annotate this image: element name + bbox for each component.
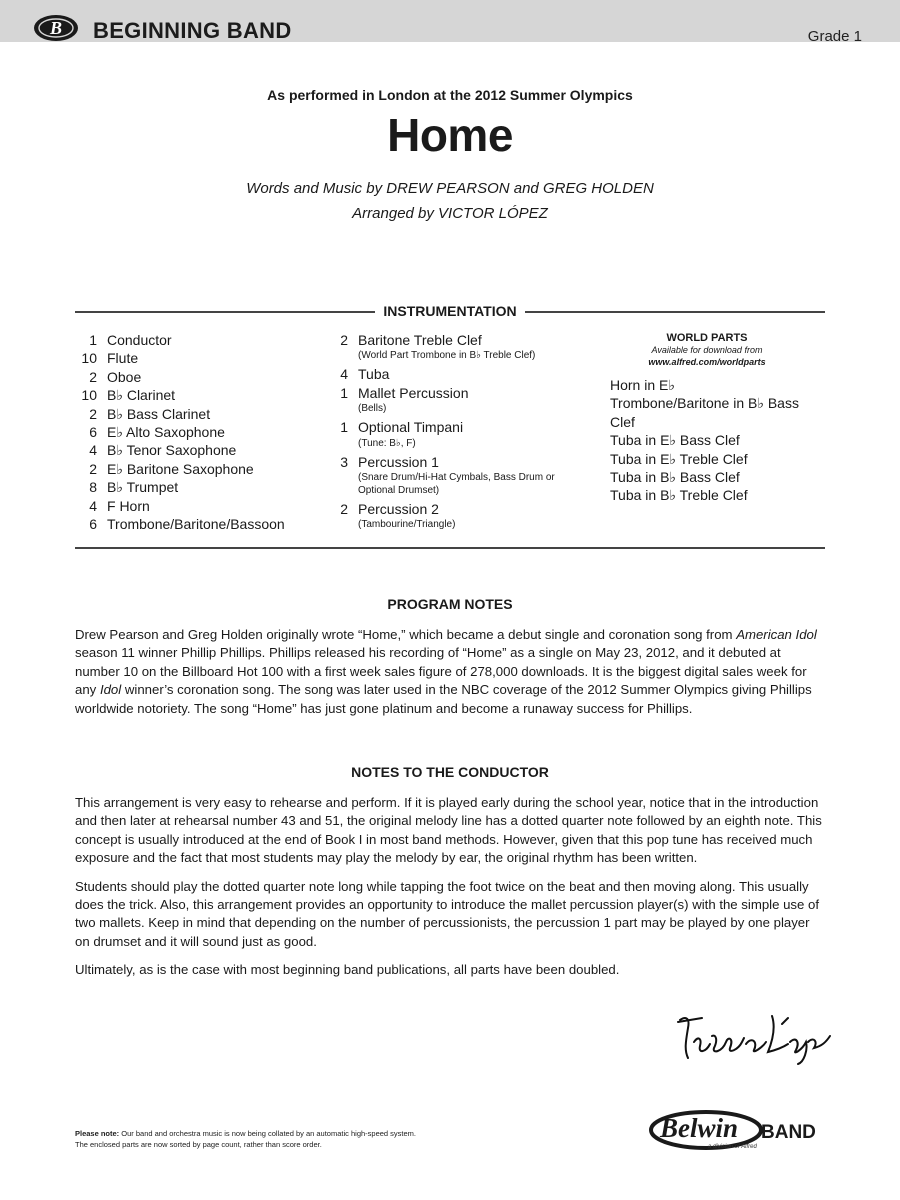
belwin-band-logo xyxy=(648,1110,828,1158)
instrument-detail: (Tune: B♭, F) xyxy=(358,437,416,449)
belwin-brand: Belwin xyxy=(660,1113,739,1143)
instrument-row xyxy=(75,386,325,404)
beginning-band-logo-icon xyxy=(32,13,80,43)
world-parts-note: Available for download from xyxy=(651,345,763,355)
instrument-name: Flute xyxy=(107,350,139,367)
instrument-name: Percussion 1 xyxy=(358,453,439,470)
conductor-notes-text xyxy=(75,794,825,990)
collation-note: Please note: Our band and orchestra music is now being collated by an automatic high-speed system. The enclosed parts are now sorted by page count, rather than score order. xyxy=(75,1129,417,1149)
instrument-name: Oboe xyxy=(107,368,142,385)
instrument-list-2 xyxy=(326,331,586,534)
world-parts-box xyxy=(612,332,812,505)
instrument-row xyxy=(326,384,586,402)
instrumentation-bottom-rule xyxy=(75,547,825,549)
instrument-name: B♭ Bass Clarinet xyxy=(107,405,211,422)
instrument-row xyxy=(75,368,325,386)
instrument-quantity: 4 xyxy=(340,366,348,383)
world-part-item: Tuba in E♭ Treble Clef xyxy=(610,450,748,467)
instrument-name: B♭ Trumpet xyxy=(107,479,179,496)
world-part-item: Horn in E♭ xyxy=(610,377,675,393)
instrument-row xyxy=(326,500,586,518)
instrument-name: Baritone Treble Clef xyxy=(358,332,482,348)
conductor-paragraph: Ultimately, as is the case with most beginning band publications, all parts have been doubled. xyxy=(75,962,620,978)
world-part-item: Trombone/Baritone in B♭ Bass Clef xyxy=(610,395,799,430)
song-title: Home xyxy=(387,109,513,161)
instrument-quantity: 2 xyxy=(89,405,97,422)
instrument-row xyxy=(75,478,325,496)
program-notes-heading: PROGRAM NOTES xyxy=(387,596,513,612)
instrument-row xyxy=(75,460,325,478)
instrument-detail: (Snare Drum/Hi-Hat Cymbals, Bass Drum or Optional Drumset) xyxy=(358,472,555,497)
instrument-name: B♭ Tenor Saxophone xyxy=(107,442,237,459)
instrument-row xyxy=(75,515,325,533)
instrument-quantity: 1 xyxy=(340,384,348,401)
instrument-quantity: 2 xyxy=(89,460,97,477)
instrument-name: Tuba xyxy=(358,366,390,383)
svg-text:B: B xyxy=(49,18,63,38)
instrument-quantity: 2 xyxy=(89,368,97,385)
instrument-detail: (World Part Trombone in B♭ Treble Clef) xyxy=(358,350,536,362)
instrument-name: F Horn xyxy=(107,497,150,514)
instrument-name: E♭ Alto Saxophone xyxy=(107,424,225,441)
instrument-detail: (Bells) xyxy=(358,403,387,415)
world-parts-url[interactable]: www.alfred.com/worldparts xyxy=(648,357,766,367)
instrumentation-heading: INSTRUMENTATION xyxy=(0,303,900,319)
instrument-quantity: 8 xyxy=(89,479,97,496)
belwin-division: a division of Alfred xyxy=(708,1144,757,1150)
world-parts-heading: WORLD PARTS xyxy=(666,332,748,344)
instrument-row xyxy=(75,441,325,459)
grade-label: Grade 1 xyxy=(807,28,862,45)
instrument-row xyxy=(75,331,325,349)
conductor-notes-heading: NOTES TO THE CONDUCTOR xyxy=(351,764,549,780)
instrument-row xyxy=(326,365,586,383)
instrument-row xyxy=(75,349,325,367)
instrument-name: Mallet Percussion xyxy=(358,384,469,401)
instrument-quantity: 1 xyxy=(89,332,97,348)
instrument-list-1 xyxy=(75,331,325,533)
world-part-item: Tuba in B♭ Treble Clef xyxy=(610,487,748,504)
instrument-row xyxy=(326,418,586,436)
belwin-band-word: BAND xyxy=(761,1122,816,1143)
instrument-name: Percussion 2 xyxy=(358,501,439,518)
instrument-row xyxy=(326,453,586,471)
instrument-quantity: 4 xyxy=(89,442,97,459)
instrument-row xyxy=(75,405,325,423)
instrument-row xyxy=(75,423,325,441)
instrument-quantity: 10 xyxy=(81,350,97,367)
instrument-row xyxy=(75,497,325,515)
words-music-credit: Words and Music by DREW PEARSON and GREG HOLDEN xyxy=(246,180,654,197)
series-title: BEGINNING BAND xyxy=(93,18,292,43)
world-parts-list xyxy=(610,376,812,505)
instrument-name: E♭ Baritone Saxophone xyxy=(107,460,254,477)
performance-note: As performed in London at the 2012 Summer Olympics xyxy=(267,87,633,103)
world-part-item: Tuba in B♭ Bass Clef xyxy=(610,469,740,486)
instrument-quantity: 6 xyxy=(89,424,97,441)
instrument-row xyxy=(326,331,586,349)
instrument-quantity: 4 xyxy=(89,497,97,514)
program-notes-text: Drew Pearson and Greg Holden originally wrote “Home,” which became a debut single and coronation song from American Idol season 11 winner Phillip Phillips. Phillips released his recording of “Home” as a single on May 23, 2012, and it debuted at number 10 on the Billboard Hot 100 with a first week sales figure of 278,000 downloads. It is the biggest digital sales week for any Idol winner’s coronation song. The song was later used in the NBC coverage of the 2012 Summer Olympics giving Phillips worldwide notoriety. The song “Home” has just gone platinum and become a runaway success for Phillips. xyxy=(75,627,817,716)
conductor-paragraph: Students should play the dotted quarter note long while tapping the foot twice on the beat and then moving along. This usually does the trick. Also, this arrangement provides an opportunity to introduce the mallet percussion player(s) with the simple use of two mallets. Keep in mind that depending on the number of percussionists, the percussion 1 part may be played by one player on drumset and it will sound just as good. xyxy=(75,878,820,949)
world-part-item: Tuba in E♭ Bass Clef xyxy=(610,432,740,449)
signature-icon xyxy=(672,1006,832,1068)
instrument-quantity: 3 xyxy=(340,453,348,470)
instrument-detail: (Tambourine/Triangle) xyxy=(358,519,456,531)
arranger-credit: Arranged by VICTOR LÓPEZ xyxy=(352,205,548,222)
instrument-name: B♭ Clarinet xyxy=(107,387,176,404)
instrument-quantity: 10 xyxy=(81,387,97,404)
instrument-name: Optional Timpani xyxy=(358,419,464,436)
instrument-quantity: 6 xyxy=(89,516,97,533)
conductor-paragraph: This arrangement is very easy to rehearse and perform. If it is played early during the school year, notice that in the introduction and then later at rehearsal number 43 and 51, the original melody line has a dotted quarter note followed by an eighth note. This concept is usually introduced at the end of Book I in most band methods. However, given that this pop tune has received much exposure and the fact that most students may play the melody by ear, the original rhythm has been written. xyxy=(75,795,822,866)
instrument-name: Trombone/Baritone/Bassoon xyxy=(107,516,285,533)
instrument-name: Conductor xyxy=(107,332,172,348)
instrument-quantity: 1 xyxy=(340,419,348,436)
instrument-quantity: 2 xyxy=(340,332,348,348)
instrument-quantity: 2 xyxy=(340,501,348,518)
